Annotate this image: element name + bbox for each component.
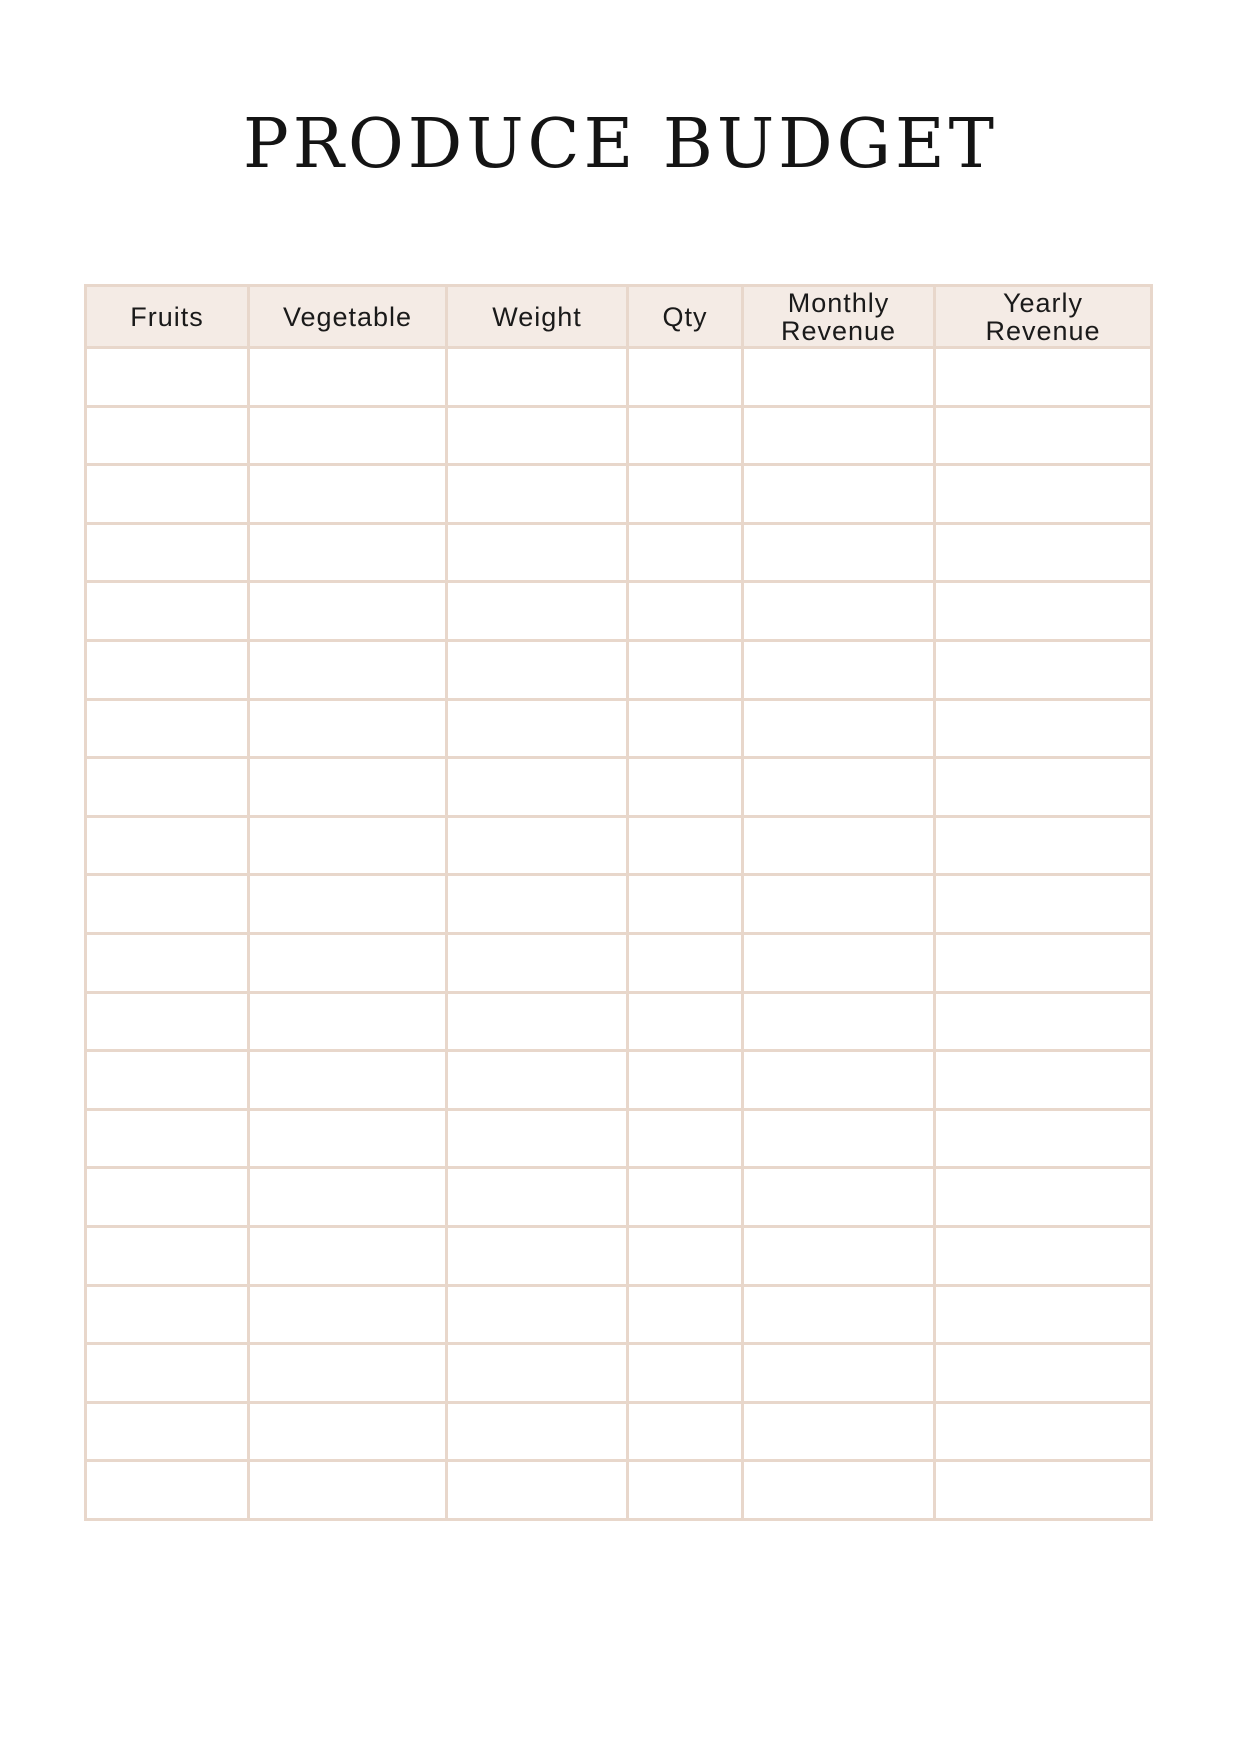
cell-yearly-revenue[interactable]: [935, 465, 1152, 524]
table-row: [86, 640, 1152, 699]
cell-monthly-revenue[interactable]: [743, 1168, 935, 1227]
cell-vegetable[interactable]: [249, 1344, 447, 1403]
header-fruits: [86, 286, 249, 348]
cell-fruits[interactable]: [86, 406, 249, 465]
table-row: [86, 1402, 1152, 1461]
cell-yearly-revenue[interactable]: [935, 348, 1152, 407]
cell-qty[interactable]: [628, 1109, 743, 1168]
cell-yearly-revenue[interactable]: [935, 1226, 1152, 1285]
cell-fruits[interactable]: [86, 1168, 249, 1227]
cell-vegetable[interactable]: [249, 1051, 447, 1110]
cell-weight[interactable]: [447, 582, 628, 641]
cell-fruits[interactable]: [86, 465, 249, 524]
cell-qty[interactable]: [628, 1226, 743, 1285]
table-header: [86, 286, 1152, 348]
table-row: [86, 992, 1152, 1051]
cell-weight[interactable]: [447, 933, 628, 992]
cell-fruits[interactable]: [86, 816, 249, 875]
table-row: [86, 699, 1152, 758]
cell-vegetable[interactable]: [249, 816, 447, 875]
cell-weight[interactable]: [447, 1051, 628, 1110]
table-row: [86, 816, 1152, 875]
cell-yearly-revenue[interactable]: [935, 992, 1152, 1051]
table-row: [86, 1051, 1152, 1110]
cell-fruits[interactable]: [86, 933, 249, 992]
table-row: [86, 1344, 1152, 1403]
cell-fruits[interactable]: [86, 1109, 249, 1168]
cell-qty[interactable]: [628, 523, 743, 582]
cell-fruits[interactable]: [86, 1402, 249, 1461]
cell-qty[interactable]: [628, 465, 743, 524]
header-yearly-revenue-line1: Yearly: [1002, 287, 1084, 318]
cell-monthly-revenue[interactable]: [743, 640, 935, 699]
cell-fruits[interactable]: [86, 699, 249, 758]
table-row: [86, 406, 1152, 465]
table-row: [86, 933, 1152, 992]
cell-monthly-revenue[interactable]: [743, 758, 935, 817]
table-row: [86, 582, 1152, 641]
header-monthly-revenue: [743, 286, 935, 348]
cell-vegetable[interactable]: [249, 875, 447, 934]
cell-yearly-revenue[interactable]: [935, 933, 1152, 992]
budget-table: [84, 284, 1153, 1521]
cell-vegetable[interactable]: [249, 1109, 447, 1168]
cell-yearly-revenue[interactable]: [935, 758, 1152, 817]
cell-yearly-revenue[interactable]: [935, 640, 1152, 699]
cell-qty[interactable]: [628, 699, 743, 758]
cell-qty[interactable]: [628, 1461, 743, 1520]
cell-yearly-revenue[interactable]: [935, 523, 1152, 582]
cell-vegetable[interactable]: [249, 933, 447, 992]
cell-fruits[interactable]: [86, 1344, 249, 1403]
cell-weight[interactable]: [447, 875, 628, 934]
cell-qty[interactable]: [628, 582, 743, 641]
cell-monthly-revenue[interactable]: [743, 1344, 935, 1403]
cell-monthly-revenue[interactable]: [743, 1285, 935, 1344]
table-row: [86, 1168, 1152, 1227]
cell-monthly-revenue[interactable]: [743, 348, 935, 407]
cell-vegetable[interactable]: [249, 1285, 447, 1344]
cell-monthly-revenue[interactable]: [743, 1461, 935, 1520]
cell-qty[interactable]: [628, 992, 743, 1051]
table-row: [86, 1109, 1152, 1168]
cell-weight[interactable]: [447, 465, 628, 524]
header-qty-label: Qty: [662, 301, 708, 332]
cell-yearly-revenue[interactable]: [935, 1461, 1152, 1520]
cell-fruits[interactable]: [86, 758, 249, 817]
table-row: [86, 1226, 1152, 1285]
cell-vegetable[interactable]: [249, 1461, 447, 1520]
cell-weight[interactable]: [447, 1226, 628, 1285]
table-body: [86, 348, 1152, 1520]
table-row: [86, 875, 1152, 934]
header-weight: [447, 286, 628, 348]
header-weight-label: Weight: [492, 301, 582, 332]
cell-fruits[interactable]: [86, 640, 249, 699]
cell-weight[interactable]: [447, 992, 628, 1051]
cell-qty[interactable]: [628, 933, 743, 992]
cell-vegetable[interactable]: [249, 758, 447, 817]
cell-weight[interactable]: [447, 1344, 628, 1403]
cell-monthly-revenue[interactable]: [743, 1051, 935, 1110]
page-title: PRODUCE BUDGET: [243, 105, 998, 184]
cell-monthly-revenue[interactable]: [743, 582, 935, 641]
cell-qty[interactable]: [628, 640, 743, 699]
header-row: [86, 286, 1152, 348]
header-fruits-label: Fruits: [130, 301, 204, 332]
cell-qty[interactable]: [628, 406, 743, 465]
cell-yearly-revenue[interactable]: [935, 875, 1152, 934]
cell-fruits[interactable]: [86, 1285, 249, 1344]
cell-yearly-revenue[interactable]: [935, 1344, 1152, 1403]
cell-qty[interactable]: [628, 348, 743, 407]
cell-vegetable[interactable]: [249, 992, 447, 1051]
header-qty: [628, 286, 743, 348]
cell-fruits[interactable]: [86, 1226, 249, 1285]
cell-monthly-revenue[interactable]: [743, 816, 935, 875]
cell-qty[interactable]: [628, 1402, 743, 1461]
cell-vegetable[interactable]: [249, 523, 447, 582]
cell-yearly-revenue[interactable]: [935, 582, 1152, 641]
cell-vegetable[interactable]: [249, 699, 447, 758]
cell-weight[interactable]: [447, 1402, 628, 1461]
cell-fruits[interactable]: [86, 875, 249, 934]
cell-weight[interactable]: [447, 406, 628, 465]
cell-yearly-revenue[interactable]: [935, 406, 1152, 465]
cell-vegetable[interactable]: [249, 582, 447, 641]
table-row: [86, 348, 1152, 407]
cell-weight[interactable]: [447, 1285, 628, 1344]
cell-yearly-revenue[interactable]: [935, 1168, 1152, 1227]
cell-qty[interactable]: [628, 816, 743, 875]
table-row: [86, 465, 1152, 524]
cell-vegetable[interactable]: [249, 1168, 447, 1227]
cell-weight[interactable]: [447, 758, 628, 817]
header-vegetable: [249, 286, 447, 348]
cell-yearly-revenue[interactable]: [935, 1051, 1152, 1110]
cell-qty[interactable]: [628, 1285, 743, 1344]
cell-qty[interactable]: [628, 1344, 743, 1403]
table-row: [86, 758, 1152, 817]
cell-yearly-revenue[interactable]: [935, 699, 1152, 758]
cell-qty[interactable]: [628, 1168, 743, 1227]
cell-weight[interactable]: [447, 1109, 628, 1168]
cell-vegetable[interactable]: [249, 406, 447, 465]
cell-monthly-revenue[interactable]: [743, 1109, 935, 1168]
cell-vegetable[interactable]: [249, 465, 447, 524]
cell-fruits[interactable]: [86, 1461, 249, 1520]
cell-monthly-revenue[interactable]: [743, 875, 935, 934]
cell-fruits[interactable]: [86, 992, 249, 1051]
table-row: [86, 1461, 1152, 1520]
cell-monthly-revenue[interactable]: [743, 523, 935, 582]
header-yearly-revenue-line2: Revenue: [985, 315, 1101, 346]
cell-qty[interactable]: [628, 875, 743, 934]
cell-yearly-revenue[interactable]: [935, 1109, 1152, 1168]
header-yearly-revenue: [935, 286, 1152, 348]
cell-weight[interactable]: [447, 523, 628, 582]
cell-monthly-revenue[interactable]: [743, 1226, 935, 1285]
cell-vegetable[interactable]: [249, 348, 447, 407]
cell-vegetable[interactable]: [249, 1226, 447, 1285]
cell-weight[interactable]: [447, 348, 628, 407]
cell-weight[interactable]: [447, 699, 628, 758]
header-vegetable-label: Vegetable: [282, 301, 413, 332]
cell-fruits[interactable]: [86, 523, 249, 582]
header-monthly-revenue-line2: Revenue: [780, 315, 897, 346]
cell-weight[interactable]: [447, 1168, 628, 1227]
cell-monthly-revenue[interactable]: [743, 933, 935, 992]
cell-weight[interactable]: [447, 640, 628, 699]
cell-fruits[interactable]: [86, 1051, 249, 1110]
cell-yearly-revenue[interactable]: [935, 1285, 1152, 1344]
cell-qty[interactable]: [628, 758, 743, 817]
cell-monthly-revenue[interactable]: [743, 992, 935, 1051]
cell-fruits[interactable]: [86, 348, 249, 407]
cell-qty[interactable]: [628, 1051, 743, 1110]
cell-fruits[interactable]: [86, 582, 249, 641]
cell-weight[interactable]: [447, 816, 628, 875]
cell-monthly-revenue[interactable]: [743, 699, 935, 758]
cell-monthly-revenue[interactable]: [743, 406, 935, 465]
cell-yearly-revenue[interactable]: [935, 1402, 1152, 1461]
cell-weight[interactable]: [447, 1461, 628, 1520]
table-row: [86, 1285, 1152, 1344]
header-monthly-revenue-line1: Monthly: [787, 287, 890, 318]
cell-vegetable[interactable]: [249, 640, 447, 699]
cell-monthly-revenue[interactable]: [743, 465, 935, 524]
cell-vegetable[interactable]: [249, 1402, 447, 1461]
table-row: [86, 523, 1152, 582]
cell-yearly-revenue[interactable]: [935, 816, 1152, 875]
cell-monthly-revenue[interactable]: [743, 1402, 935, 1461]
